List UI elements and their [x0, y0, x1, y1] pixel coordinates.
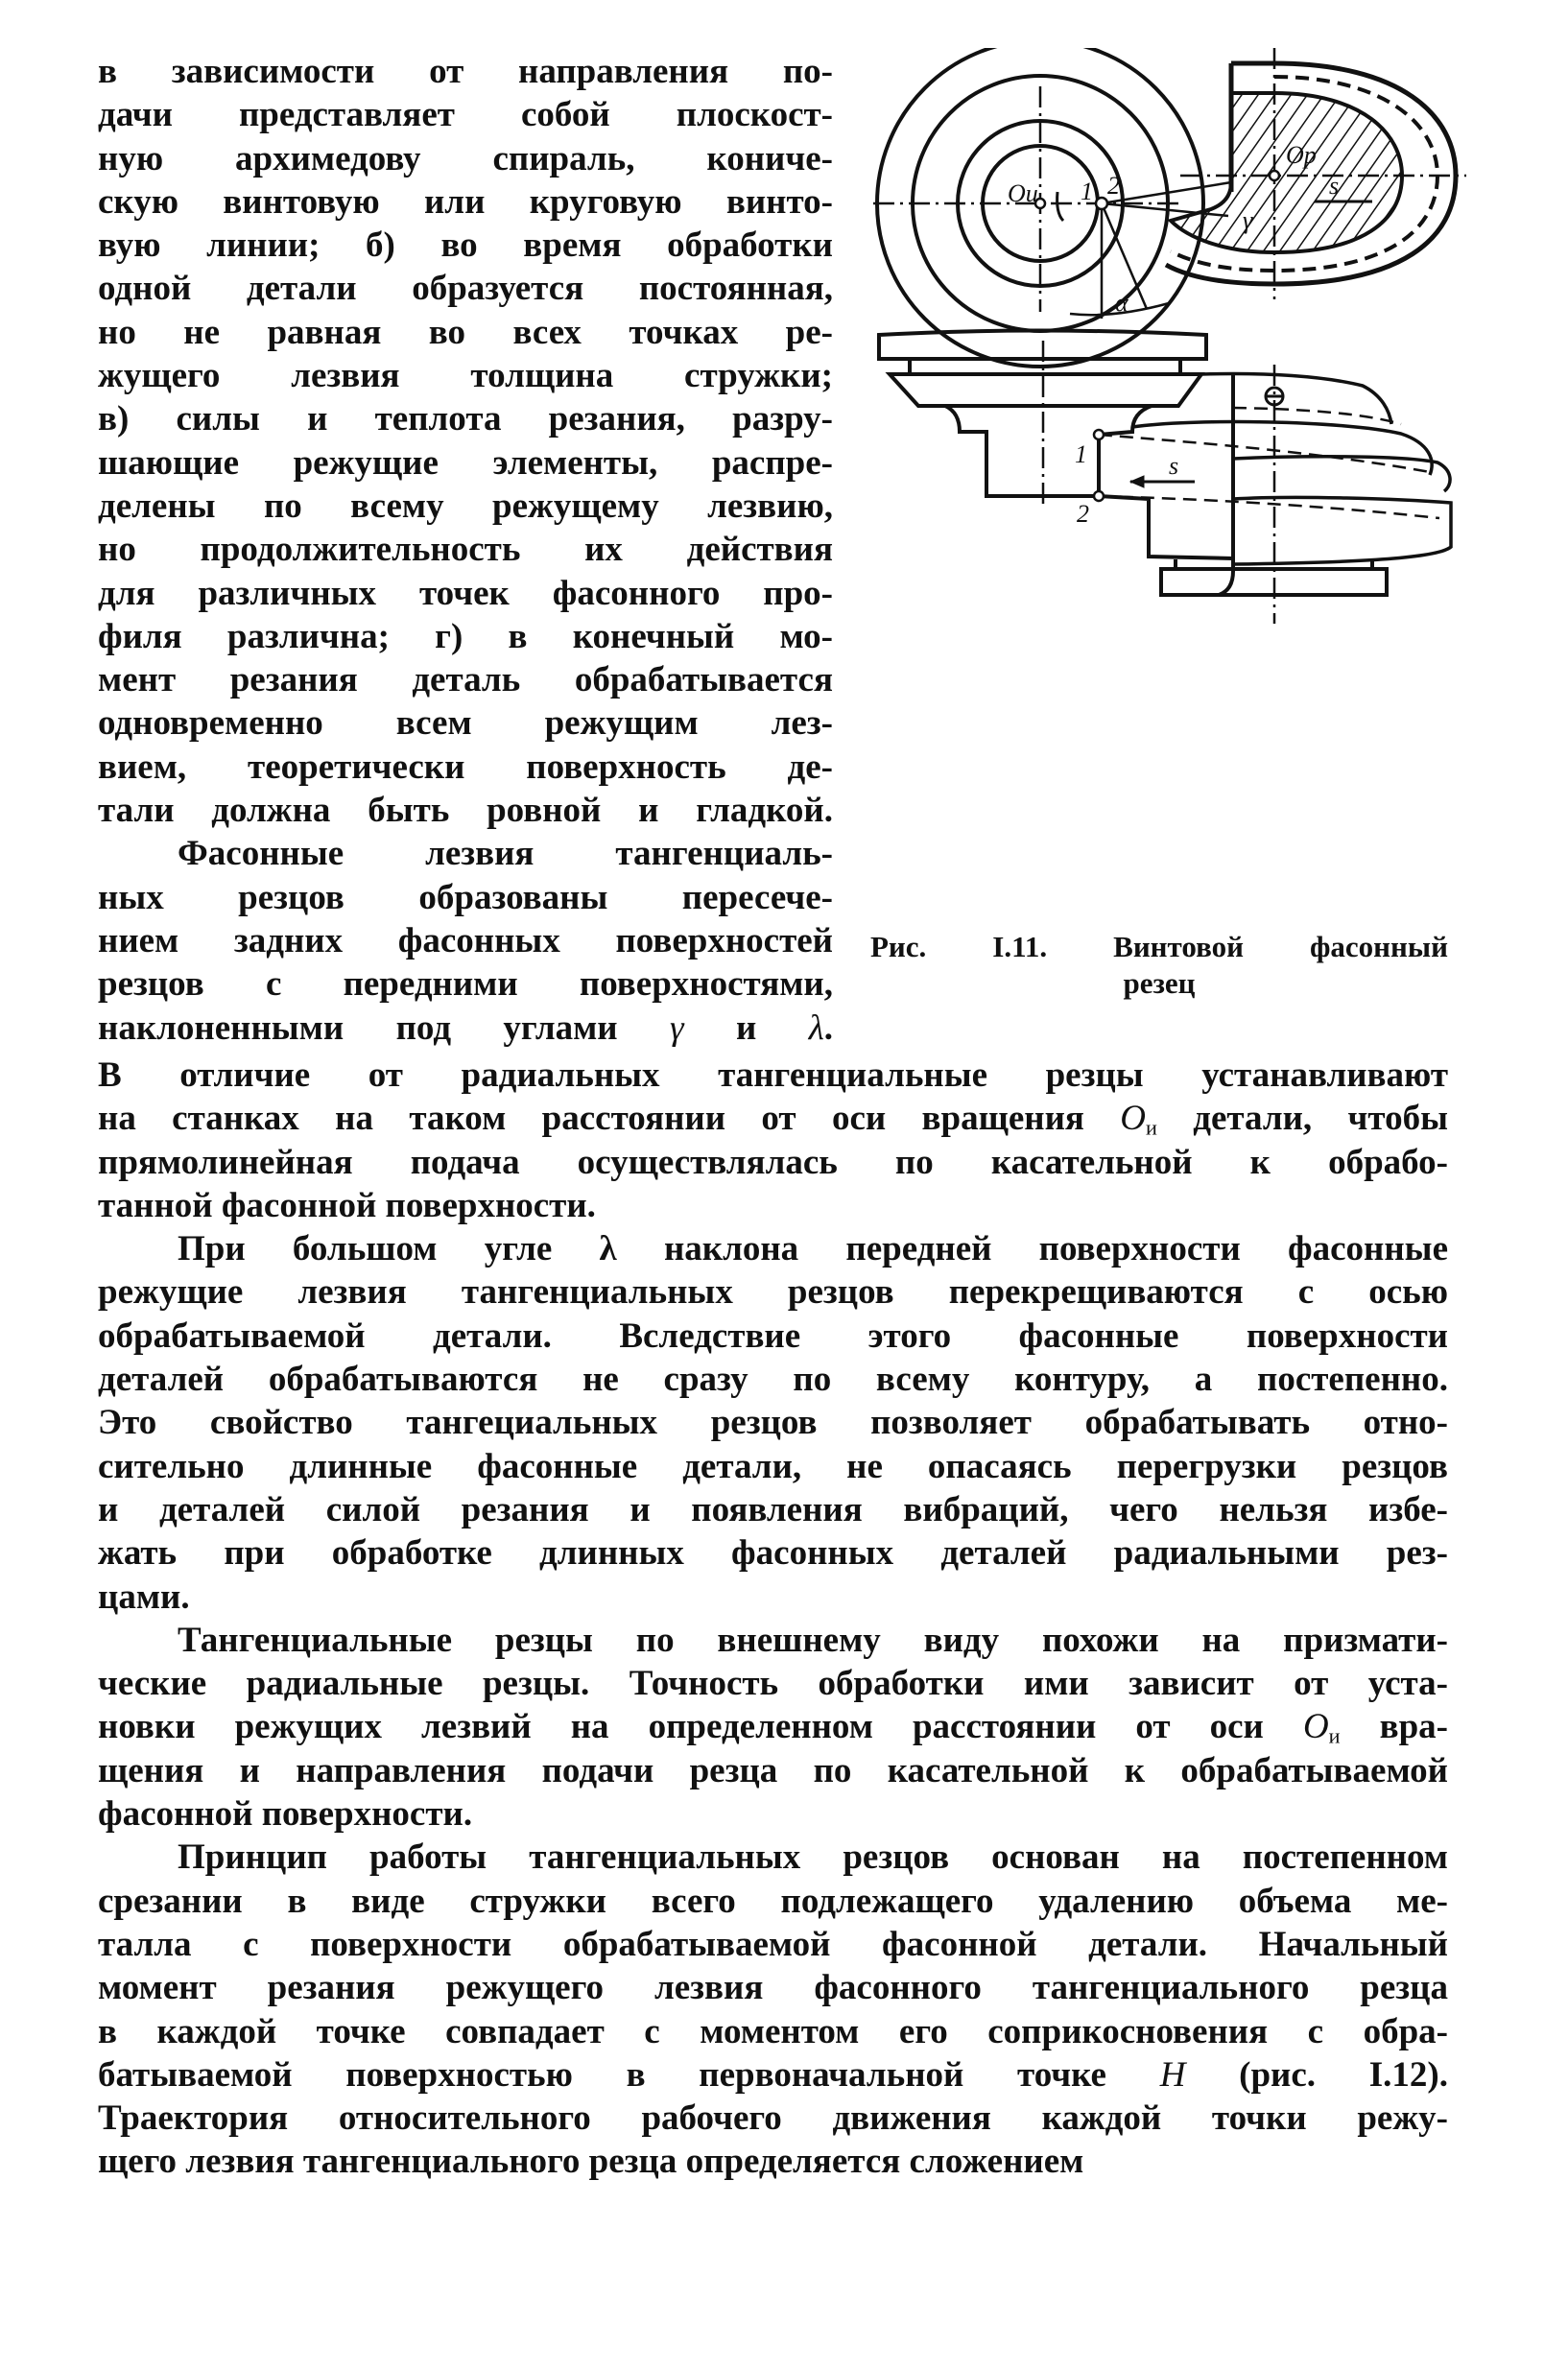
- text-line: в каждой точке совпадает с моментом его соприкосновения с обра-: [98, 2011, 1448, 2051]
- text-line: Принцип работы тангенциальных резцов основан на постепенном: [178, 1837, 1448, 1878]
- text-line: одновременно всем режущим лез-: [98, 703, 833, 744]
- label-side-feed: s: [1169, 452, 1179, 480]
- text-segment: O: [1302, 1707, 1329, 1747]
- text-line: талла с поверхности обрабатываемой фасонной детали. Начальный: [98, 1924, 1448, 1964]
- label-center-part: Oи: [1008, 179, 1038, 207]
- subscript: и: [1146, 1115, 1157, 1140]
- text-line: в зависимости от направления по-: [98, 52, 833, 91]
- text-line: но продолжительность их действия: [98, 530, 833, 570]
- text-line: обрабатываемой детали. Вследствие этого фасонные поверхности: [98, 1315, 1448, 1356]
- text-line: [98, 1097, 1448, 1140]
- full-width-text: [98, 1054, 1448, 2184]
- label-center-cutter: Oр: [1286, 141, 1317, 169]
- text-line: филя различна; г) в конечный мо-: [98, 616, 833, 656]
- text-line: скую винтовую или круговую винто-: [98, 181, 833, 222]
- top-view: [873, 48, 1466, 367]
- text-segment: на станках на таком расстоянии от оси вращения: [98, 1099, 1121, 1139]
- caption-label: Рис.: [870, 930, 927, 963]
- caption-number: I.11.: [992, 930, 1048, 963]
- text-line: щения и направления подачи резца по касательной к обрабатываемой: [98, 1750, 1448, 1790]
- text-line: [98, 1007, 833, 1050]
- text-segment: .: [823, 1007, 833, 1048]
- text-segment: (рис. I.12).: [1185, 2054, 1448, 2095]
- label-side-point-1: 1: [1075, 440, 1087, 468]
- text-line: Это свойство тангециальных резцов позволяет обрабатывать отно-: [98, 1403, 1448, 1443]
- subscript: и: [1328, 1724, 1341, 1748]
- text-line: в) силы и теплота резания, разру-: [98, 399, 833, 439]
- text-line: шающие режущие элементы, распре-: [98, 442, 833, 483]
- text-segment: наклоненными под углами: [98, 1007, 671, 1048]
- text-line: для различных точек фасонного про-: [98, 573, 833, 613]
- text-line: срезании в виде стружки всего подлежащего удалению объема ме-: [98, 1881, 1448, 1921]
- text-line: сительно длинные фасонные детали, не опасаясь перегрузки резцов: [98, 1446, 1448, 1486]
- caption-title-word-2: фасонный: [1309, 930, 1448, 963]
- text-line: ных резцов образованы пересече-: [98, 877, 833, 917]
- text-segment: детали, чтобы: [1156, 1099, 1448, 1139]
- text-segment: λ: [808, 1007, 824, 1048]
- text-line: дачи представляет собой плоскост-: [98, 95, 833, 135]
- text-line: ческие радиальные резцы. Точность обработки ими зависит от уста-: [98, 1664, 1448, 1704]
- text-line: нием задних фасонных поверхностей: [98, 920, 833, 960]
- text-line: жущего лезвия толщина стружки;: [98, 356, 833, 396]
- text-line: прямолинейная подача осуществлялась по касательной к обрабо-: [98, 1142, 1448, 1182]
- side-view: [879, 331, 1451, 625]
- text-line: В отличие от радиальных тангенциальные резцы устанавливают: [98, 1055, 1448, 1095]
- text-line: цами.: [98, 1576, 190, 1617]
- text-line: жать при обработке длинных фасонных деталей радиальными рез-: [98, 1533, 1448, 1574]
- text-line: деталей обрабатываются не сразу по всему контуру, а постепенно.: [98, 1360, 1448, 1400]
- text-segment: γ: [670, 1007, 684, 1048]
- label-point-2: 2: [1107, 172, 1120, 200]
- label-alpha: α: [1115, 289, 1128, 317]
- caption-title-line-2: резец: [1123, 966, 1196, 1000]
- text-line: Траектория относительного рабочего движения каждой точки режу-: [98, 2098, 1448, 2139]
- hatched-cutter-section: [1171, 93, 1402, 252]
- text-segment: H: [1159, 2054, 1186, 2095]
- label-gamma: γ: [1243, 206, 1253, 234]
- text-line: При большом угле λ наклона передней поверхности фасонные: [178, 1229, 1448, 1269]
- label-point-1: 1: [1081, 178, 1093, 205]
- text-line: мент резания деталь обрабатывается: [98, 660, 833, 700]
- text-line: ную архимедову спираль, кониче-: [98, 138, 833, 178]
- text-line: резцов с передними поверхностями,: [98, 964, 833, 1005]
- text-line: и деталей силой резания и появления вибраций, чего нельзя избе-: [98, 1489, 1448, 1529]
- text-segment: O: [1120, 1099, 1147, 1139]
- text-line: вую линии; б) во время обработки: [98, 225, 833, 266]
- text-line: щего лезвия тангенциального резца определяется сложением: [98, 2142, 1084, 2182]
- text-line: [98, 1705, 1448, 1748]
- text-line: одной детали образуется постоянная,: [98, 269, 833, 309]
- text-segment: новки режущих лезвий на определенном расстоянии от оси: [98, 1707, 1303, 1747]
- text-segment: и: [683, 1007, 809, 1048]
- caption-title-word-1: Винтовой: [1113, 930, 1244, 963]
- text-segment: батываемой поверхностью в первоначальной точке: [98, 2054, 1160, 2095]
- figure-caption: [870, 929, 1448, 1002]
- text-line: фасонной поверхности.: [98, 1794, 473, 1835]
- text-line: режущие лезвия тангенциальных резцов перекрещиваются с осью: [98, 1272, 1448, 1313]
- text-line: Тангенциальные резцы по внешнему виду похожи на призмати-: [178, 1620, 1448, 1660]
- text-line: тали должна быть ровной и гладкой.: [98, 791, 833, 831]
- text-line: момент резания режущего лезвия фасонного тангенциального резца: [98, 1968, 1448, 2008]
- text-line: танной фасонной поверхности.: [98, 1185, 596, 1225]
- text-line: [98, 2053, 1448, 2097]
- figure-helical-form-cutter: [864, 48, 1478, 940]
- text-segment: вра-: [1340, 1707, 1448, 1747]
- text-line: вием, теоретически поверхность де-: [98, 747, 833, 787]
- text-line: делены по всему режущему лезвию,: [98, 486, 833, 526]
- label-side-point-2: 2: [1077, 500, 1089, 528]
- text-line: но не равная во всех точках ре-: [98, 312, 833, 352]
- label-feed: s: [1329, 172, 1340, 200]
- text-line: Фасонные лезвия тангенциаль-: [178, 834, 833, 874]
- left-text-column: [98, 50, 833, 1050]
